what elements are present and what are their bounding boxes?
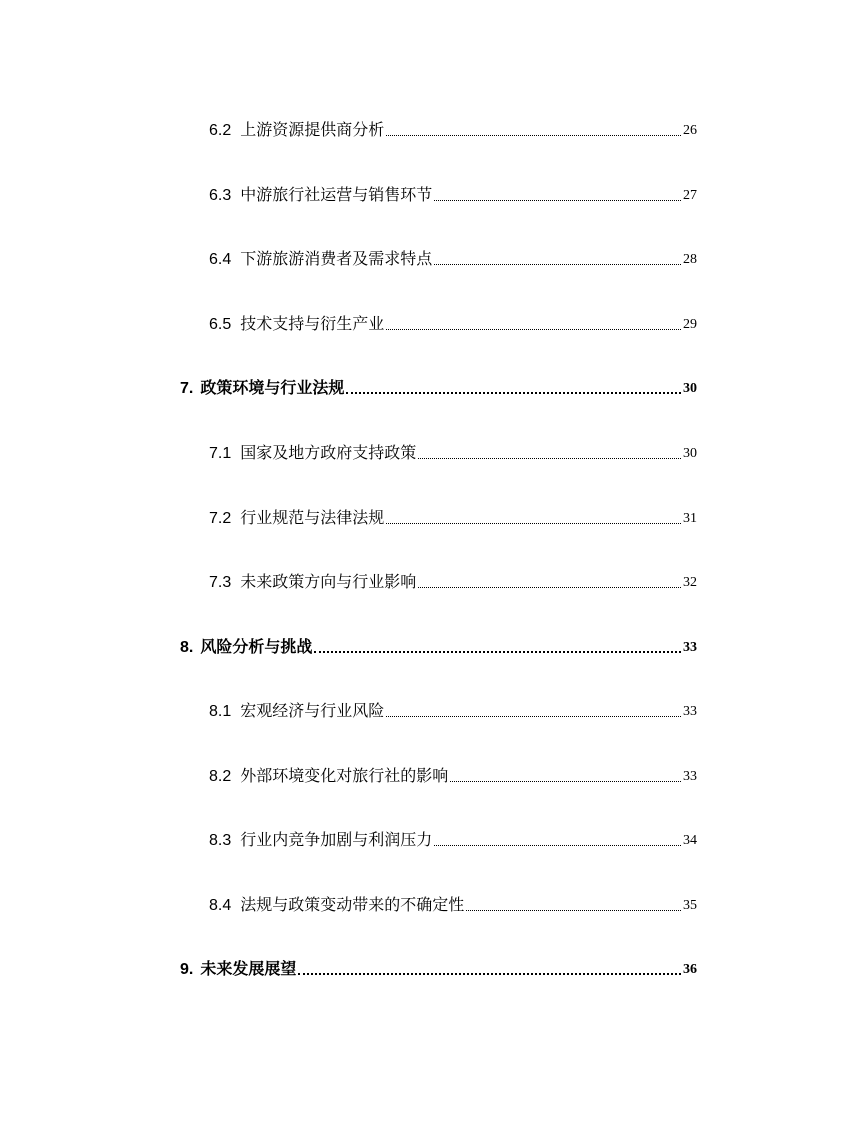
toc-entry-title: 下游旅游消费者及需求特点 (240, 251, 433, 268)
dot-leader (434, 264, 681, 265)
dot-leader (418, 587, 681, 588)
toc-entry-title: 外部环境变化对旅行社的影响 (240, 768, 449, 785)
toc-entry-page: 27 (683, 188, 697, 203)
toc-entry-title: 风险分析与挑战 (200, 639, 313, 656)
toc-entry-page: 29 (683, 317, 697, 332)
toc-entry-6-4[interactable] (209, 246, 697, 270)
toc-entry-number: 8. (180, 639, 194, 656)
toc-entry-title: 国家及地方政府支持政策 (240, 445, 417, 462)
toc-entry-6-2[interactable] (209, 117, 697, 141)
toc-entry-title: 政策环境与行业法规 (200, 380, 345, 397)
toc-entry-8-1[interactable] (209, 698, 697, 722)
toc-entry-page: 31 (683, 511, 697, 526)
toc-entry-7-3[interactable] (209, 569, 697, 593)
toc-entry-number: 7.3 (209, 574, 232, 591)
toc-entry-title: 中游旅行社运营与销售环节 (240, 187, 433, 204)
dot-leader (450, 781, 681, 782)
dot-leader (466, 910, 681, 911)
toc-entry-6-3[interactable] (209, 182, 697, 206)
toc-entry-8[interactable] (180, 634, 697, 658)
toc-entry-number: 8.2 (209, 768, 232, 785)
toc-entry-number: 7.2 (209, 510, 232, 527)
toc-entry-title: 未来发展展望 (200, 961, 297, 978)
toc-entry-number: 6.3 (209, 187, 232, 204)
dot-leader (346, 392, 681, 394)
toc-entry-page: 33 (683, 640, 697, 655)
toc-entry-number: 7. (180, 380, 194, 397)
toc-entry-number: 6.4 (209, 251, 232, 268)
toc-entry-number: 8.4 (209, 897, 232, 914)
toc-entry-page: 26 (683, 123, 697, 138)
toc-entry-number: 8.3 (209, 832, 232, 849)
toc-entry-title: 未来政策方向与行业影响 (240, 574, 417, 591)
toc-entry-number: 9. (180, 961, 194, 978)
dot-leader (314, 651, 681, 653)
toc-entry-8-3[interactable] (209, 827, 697, 851)
dot-leader (298, 973, 681, 975)
toc-entry-7[interactable] (180, 375, 697, 399)
toc-entry-page: 34 (683, 833, 697, 848)
toc-entry-6-5[interactable] (209, 311, 697, 335)
toc-entry-page: 35 (683, 898, 697, 913)
toc-entry-title: 技术支持与衍生产业 (240, 316, 385, 333)
toc-entry-title: 行业内竞争加剧与利润压力 (240, 832, 433, 849)
dot-leader (386, 135, 681, 136)
toc-entry-title: 上游资源提供商分析 (240, 122, 385, 139)
toc-entry-8-4[interactable] (209, 892, 697, 916)
toc-entry-7-1[interactable] (209, 440, 697, 464)
toc-entry-number: 6.5 (209, 316, 232, 333)
toc-entry-page: 36 (683, 962, 697, 977)
toc-entry-page: 28 (683, 252, 697, 267)
dot-leader (386, 716, 681, 717)
toc-entry-8-2[interactable] (209, 763, 697, 787)
toc-entry-number: 6.2 (209, 122, 232, 139)
toc-entry-page: 33 (683, 704, 697, 719)
dot-leader (386, 329, 681, 330)
toc-entry-title: 行业规范与法律法规 (240, 510, 385, 527)
toc-entry-page: 33 (683, 769, 697, 784)
toc-entry-title: 宏观经济与行业风险 (240, 703, 385, 720)
toc-entry-page: 32 (683, 575, 697, 590)
toc-entry-7-2[interactable] (209, 505, 697, 529)
dot-leader (418, 458, 681, 459)
toc-entry-page: 30 (683, 381, 697, 396)
dot-leader (434, 200, 681, 201)
toc-entry-page: 30 (683, 446, 697, 461)
toc-entry-9[interactable] (180, 956, 697, 980)
toc-entry-number: 7.1 (209, 445, 232, 462)
toc-entry-number: 8.1 (209, 703, 232, 720)
toc-entry-title: 法规与政策变动带来的不确定性 (240, 897, 465, 914)
dot-leader (434, 845, 681, 846)
dot-leader (386, 523, 681, 524)
